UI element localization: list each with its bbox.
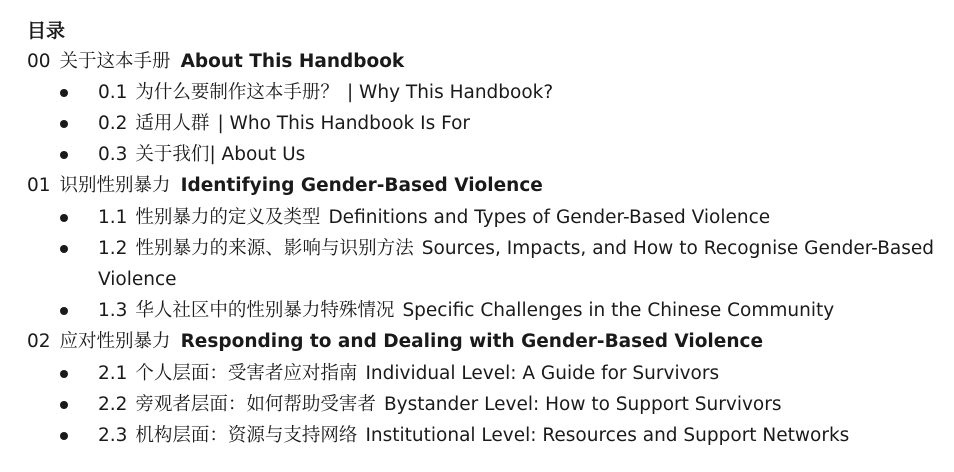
- item-number: 1.1: [98, 207, 128, 228]
- item-number: 0.1: [98, 82, 128, 103]
- toc-item-2-3[interactable]: [60, 420, 934, 451]
- item-title-en: Individual Level: A Guide for Survivors: [365, 363, 720, 384]
- bullet-icon: [60, 89, 68, 97]
- item-title-zh: 旁观者层面：如何帮助受害者: [135, 394, 376, 415]
- section-number: 00: [27, 51, 51, 72]
- toc-item-1-2[interactable]: [60, 233, 934, 295]
- toc-title: 目录: [27, 20, 66, 42]
- item-title-zh: 适用人群: [135, 113, 210, 134]
- item-number: 0.3: [98, 144, 128, 165]
- bullet-icon: [60, 401, 68, 409]
- item-title-en: | Why This Handbook?: [346, 82, 554, 103]
- bullet-icon: [60, 432, 68, 440]
- toc-item-0-1[interactable]: [60, 77, 934, 108]
- bullet-icon: [60, 370, 68, 378]
- section-title-en: About This Handbook: [180, 51, 405, 72]
- toc-item-2-1[interactable]: [60, 358, 934, 389]
- item-title-zh: 性别暴力的来源、影响与识别方法: [135, 238, 414, 259]
- item-title-zh: 华人社区中的性别暴力特殊情况: [135, 300, 395, 321]
- section-title-en: Identifying Gender-Based Violence: [180, 175, 543, 196]
- item-title-zh: 个人层面：受害者应对指南: [135, 363, 358, 384]
- section-title-zh: 关于这本手册: [59, 51, 171, 72]
- item-title-zh: 为什么要制作这本手册？: [135, 82, 339, 103]
- item-title-zh: 性别暴力的定义及类型: [135, 207, 321, 228]
- item-title-en: | About Us: [209, 144, 306, 165]
- item-title-en: Definitions and Types of Gender-Based Violence: [328, 207, 771, 228]
- section-02-heading[interactable]: [27, 326, 763, 357]
- bullet-icon: [60, 120, 68, 128]
- item-title-zh: 机构层面：资源与支持网络: [135, 425, 358, 446]
- section-title-zh: 应对性别暴力: [59, 331, 171, 352]
- bullet-icon: [60, 307, 68, 315]
- section-title-zh: 识别性别暴力: [59, 175, 171, 196]
- item-number: 2.3: [98, 425, 128, 446]
- bullet-icon: [60, 245, 68, 253]
- section-00-heading[interactable]: [27, 46, 404, 77]
- toc-item-0-2[interactable]: [60, 108, 934, 139]
- bullet-icon: [60, 214, 68, 222]
- toc-item-1-1[interactable]: [60, 202, 934, 233]
- bullet-icon: [60, 151, 68, 159]
- item-number: 2.1: [98, 363, 128, 384]
- item-title-en: Bystander Level: How to Support Survivors: [383, 394, 782, 415]
- item-number: 1.2: [98, 238, 128, 259]
- item-number: 2.2: [98, 394, 128, 415]
- item-number: 1.3: [98, 300, 128, 321]
- item-title-en: Sources, Impacts, and How to Recognise Gender-Based Violence: [98, 238, 934, 290]
- toc-item-2-2[interactable]: [60, 389, 934, 420]
- toc-item-1-3[interactable]: [60, 295, 934, 326]
- section-title-en: Responding to and Dealing with Gender-Based Violence: [180, 331, 764, 352]
- item-title-en: | Who This Handbook Is For: [217, 113, 471, 134]
- item-title-en: Institutional Level: Resources and Support Networks: [365, 425, 850, 446]
- section-01-heading[interactable]: [27, 170, 543, 201]
- item-title-en: Specific Challenges in the Chinese Community: [402, 300, 835, 321]
- toc-item-0-3[interactable]: [60, 139, 934, 170]
- section-number: 01: [27, 175, 51, 196]
- section-number: 02: [27, 331, 51, 352]
- item-number: 0.2: [98, 113, 128, 134]
- item-title-zh: 关于我们: [135, 144, 210, 165]
